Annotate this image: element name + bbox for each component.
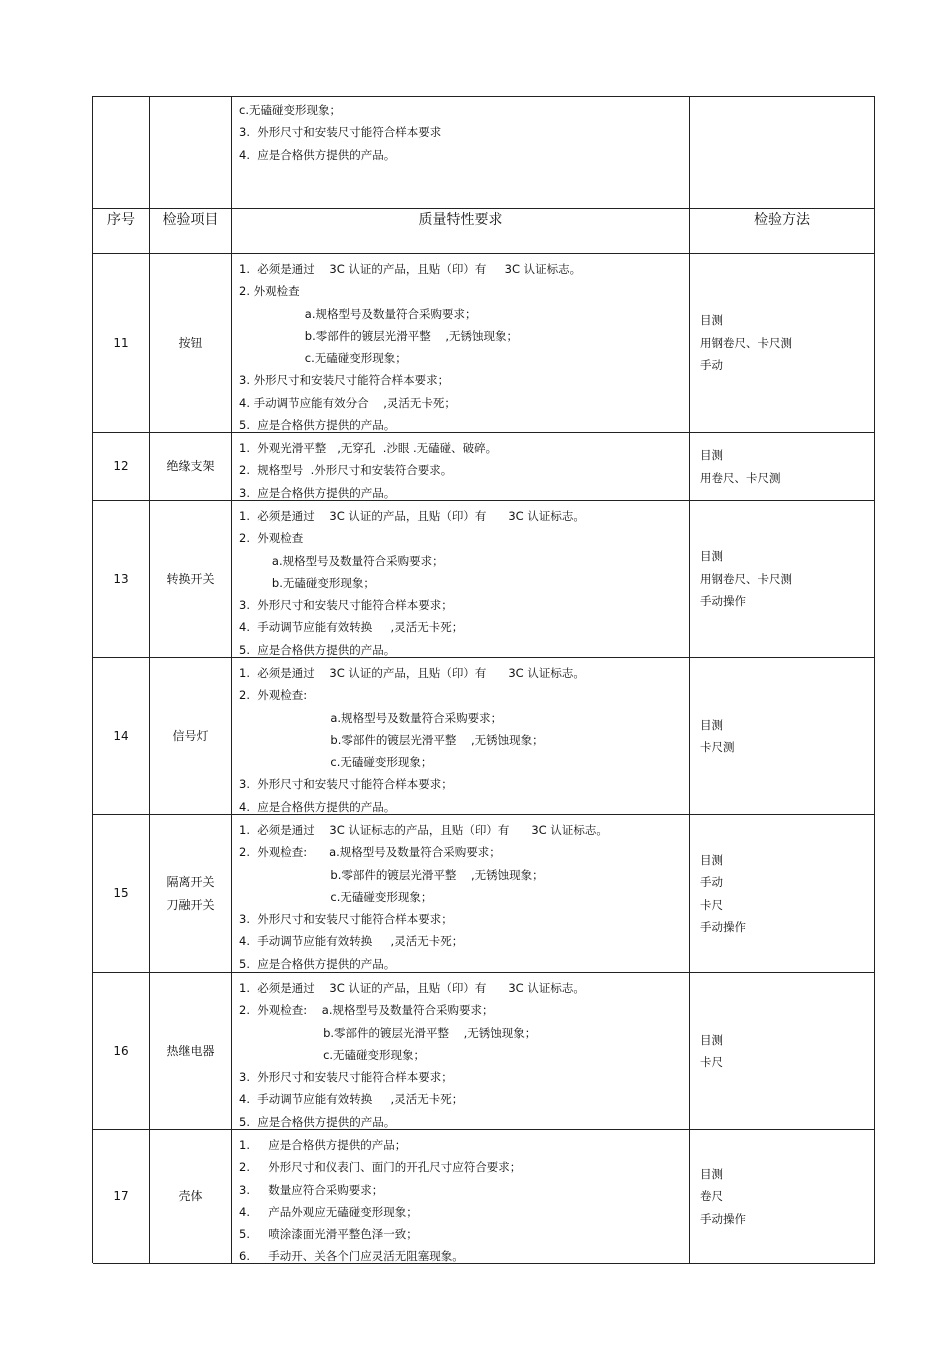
row-method-cell [690,501,875,657]
table-row [93,658,875,815]
header-requirement-label: 质量特性要求 [418,212,503,228]
row-item: 信号灯 [172,728,209,743]
row-method-cell [690,433,875,500]
row-no: 13 [113,571,129,586]
no-cell [93,97,150,208]
row-requirement-cell [232,501,690,657]
header-item-label: 检验项目 [162,212,219,228]
row-no-cell [93,433,150,500]
requirement-line: c.无磕碰变形现象； [239,755,433,770]
requirement-line: 1. 必须是通过 3C 认证的产品，且贴（印）有 3C 认证标志。 [239,509,585,523]
header-method [690,209,875,253]
requirement-line: 1. 外观光滑平整 ,无穿孔 .沙眼 .无磕碰、破碎。 [239,441,498,455]
requirement-line: 4. 手动调节应能有效转换 ,灵活无卡死； [239,1092,464,1107]
row-item-cell [150,973,232,1129]
table-row [93,433,875,501]
requirement-line: 1. 应是合格供方提供的产品； [239,1138,407,1152]
requirement-line: b.零部件的镀层光滑平整 ,无锈蚀现象； [239,328,519,343]
header-item [150,209,232,253]
table-row [93,815,875,973]
requirement-line: 2. 外观检查 [239,284,300,299]
requirement-line: b.零部件的镀层光滑平整 ,无锈蚀现象； [239,732,544,747]
method-line: 目测 [700,313,723,328]
method-line: 手动操作 [700,594,746,609]
requirement-line: 1. 必须是通过 3C 认证标志的产品，且贴（印）有 3C 认证标志。 [239,823,608,837]
method-line: 卡尺 [700,1055,723,1069]
method-line: 手动操作 [700,1211,746,1226]
requirement-line: 3. 外形尺寸和安装尺寸能符合样本要求； [239,598,453,613]
table-row [93,973,875,1130]
row-item-cell [150,658,232,814]
requirement-line: c.无磕碰变形现象； [239,351,407,366]
table-row [93,501,875,658]
method-line: 目测 [700,549,723,564]
row-no: 14 [113,728,129,743]
table-row [93,254,875,433]
requirement-line: a.规格型号及数量符合采购要求； [239,306,477,321]
header-requirement [232,209,690,253]
requirement-line: 5. 喷涂漆面光滑平整色泽一致； [239,1227,418,1242]
row-requirement-cell [232,815,690,972]
row-no-cell [93,815,150,972]
row-item-cell [150,815,232,972]
method-cell [690,97,875,208]
row-no-cell [93,501,150,657]
row-item: 绝缘支架 [166,459,215,473]
method-line: 手动 [700,875,723,889]
row-no: 16 [113,1043,129,1058]
requirement-line: 5. 应是合格供方提供的产品。 [239,642,396,657]
requirement-line: a.规格型号及数量符合采购要求； [239,553,444,568]
inspection-table [92,96,875,1263]
row-requirement-cell [232,1130,690,1263]
requirement-line: 6. 手动开、关各个门应灵活无阻塞现象。 [239,1249,464,1264]
requirement-line: 4. 应是合格供方提供的产品。 [239,799,396,814]
requirement-line: 1. 必须是通过 3C 认证的产品，且贴（印）有 3C 认证标志。 [239,262,582,276]
requirement-cell [232,97,690,208]
row-method-cell [690,1130,875,1263]
method-line: 手动操作 [700,920,746,934]
requirement-line: 1. 必须是通过 3C 认证的产品，且贴（印）有 3C 认证标志。 [239,981,585,995]
row-no: 12 [113,459,129,473]
requirement-line: 5. 应是合格供方提供的产品。 [239,418,396,433]
requirement-line: 5. 应是合格供方提供的产品。 [239,956,396,971]
row-no-cell [93,1130,150,1263]
item-cell [150,97,232,208]
method-line: 用钢卷尺、卡尺测 [700,335,792,350]
row-method-cell [690,658,875,814]
row-method-cell [690,254,875,432]
row-method-cell [690,815,875,972]
row-item: 转换开关 [166,571,215,586]
requirement-line: 4. 产品外观应无磕碰变形现象； [239,1204,418,1219]
method-line: 目测 [700,448,723,462]
row-method-cell [690,973,875,1129]
row-item: 壳体 [178,1189,203,1203]
requirement-line: 3. 外形尺寸和安装尺寸能符合样本要求； [239,912,453,927]
requirement-line: b.零部件的镀层光滑平整 ,无锈蚀现象； [239,1025,537,1040]
header-no [93,209,150,253]
header-row [93,209,875,254]
method-line: 目测 [700,852,723,867]
row-requirement-cell [232,254,690,432]
requirement-line: 4. 手动调节应能有效转换 ,灵活无卡死； [239,620,464,635]
method-line: 用钢卷尺、卡尺测 [700,571,792,586]
requirement-line: 1. 必须是通过 3C 认证的产品，且贴（印）有 3C 认证标志。 [239,666,585,680]
requirement-line: 3. 外形尺寸和安装尺寸能符合样本要求 [239,125,442,140]
method-line: 目测 [700,1166,723,1181]
row-no: 15 [113,886,129,900]
requirement-line: 2. 规格型号 .外形尺寸和安装符合要求。 [239,463,453,478]
row-item: 热继电器 [166,1043,215,1058]
requirement-line: 3. 外形尺寸和安装尺寸能符合样本要求； [239,777,453,792]
method-line: 手动 [700,358,723,373]
row-item-cell [150,1130,232,1263]
row-item-cell [150,501,232,657]
requirement-line: 2. 外观检查: [239,688,308,703]
requirement-line: c.无磕碰变形现象； [239,1047,426,1062]
row-no-cell [93,658,150,814]
row-no: 17 [113,1189,129,1203]
requirement-line: 4. 手动调节应能有效转换 ,灵活无卡死； [239,934,464,949]
requirement-line: b.无磕碰变形现象； [239,575,375,590]
requirement-line: 3. 数量应符合采购要求； [239,1182,384,1197]
requirement-line: c.无磕碰变形现象； [239,889,433,904]
row-requirement-cell [232,658,690,814]
requirement-line: c.无磕碰变形现象； [239,103,341,117]
method-line: 卡尺测 [700,740,735,754]
row-item-cell [150,433,232,500]
requirement-line: 2. 外观检查: a.规格型号及数量符合采购要求； [239,1003,494,1018]
requirement-line: 3. 应是合格供方提供的产品。 [239,485,396,500]
row-item: 按钮 [178,335,203,350]
method-line: 卷尺 [700,1189,723,1204]
row-item-cell [150,254,232,432]
row-no-cell [93,254,150,432]
method-line: 目测 [700,1032,723,1047]
method-line: 用卷尺、卡尺测 [700,470,781,485]
requirement-line: 2. 外观检查: a.规格型号及数量符合采购要求； [239,845,501,860]
method-line: 目测 [700,717,723,732]
requirement-line: 4. 应是合格供方提供的产品。 [239,147,396,162]
method-line: 卡尺 [700,897,723,912]
requirement-line: 4. 手动调节应能有效分合 ,灵活无卡死； [239,395,456,410]
requirement-line: 2. 外形尺寸和仪表门、面门的开孔尺寸应符合要求； [239,1160,522,1175]
requirement-line: 2. 外观检查 [239,531,304,546]
header-no-label: 序号 [107,212,135,228]
row-no: 11 [113,335,129,350]
requirement-line: b.零部件的镀层光滑平整 ,无锈蚀现象； [239,867,544,882]
requirement-line: a.规格型号及数量符合采购要求； [239,710,503,725]
row-requirement-cell [232,973,690,1129]
header-method-label: 检验方法 [754,212,810,228]
requirement-line: 3. 外形尺寸和安装尺寸能符合样本要求； [239,373,450,388]
requirement-line: 5. 应是合格供方提供的产品。 [239,1114,396,1129]
row-no-cell [93,973,150,1129]
row-item: 隔离开关 刀融开关 [166,874,215,912]
continued-row [93,97,875,209]
requirement-line: 3. 外形尺寸和安装尺寸能符合样本要求； [239,1070,453,1085]
row-requirement-cell [232,433,690,500]
table-row [93,1130,875,1264]
